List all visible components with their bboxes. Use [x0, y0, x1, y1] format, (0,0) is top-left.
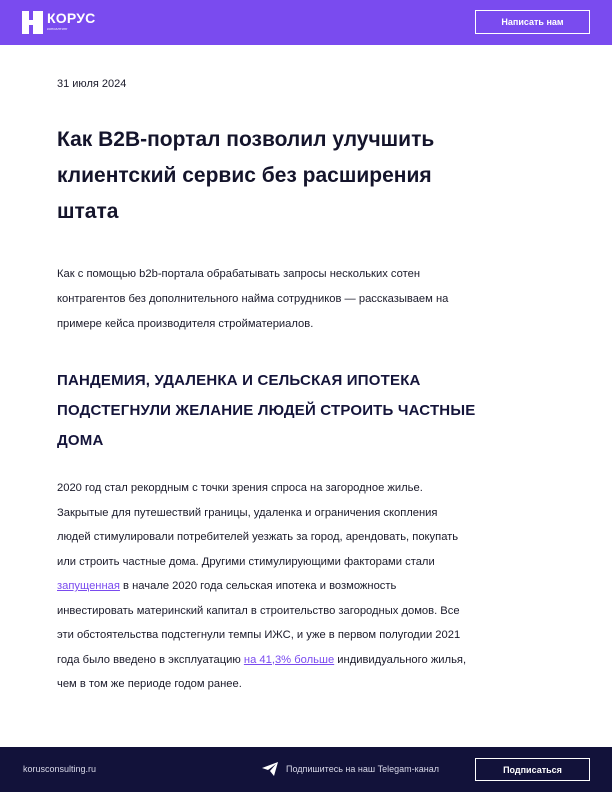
footer	[0, 747, 612, 792]
title-line: штата	[57, 200, 119, 223]
logo-subtitle: консалтинг	[47, 26, 68, 31]
telegram-link[interactable]: Подпишитесь на наш Telegam-канал	[286, 764, 439, 774]
body-text: года было введено в эксплуатацию	[57, 653, 244, 666]
title-line: Как B2B-портал позволил улучшить	[57, 128, 435, 151]
logo-mark-icon	[22, 11, 43, 34]
lead-line: контрагентов без дополнительного найма сотрудников — рассказываем на	[57, 293, 449, 305]
section-heading	[57, 366, 567, 456]
subscribe-button[interactable]: Подписаться	[475, 758, 590, 781]
heading-line: ПОДСТЕГНУЛИ ЖЕЛАНИЕ ЛЮДЕЙ СТРОИТЬ ЧАСТНЫЕ	[57, 402, 476, 419]
logo[interactable]	[22, 11, 95, 34]
logo-name: КОРУС	[47, 10, 96, 26]
body-line: 2020 год стал рекордным с точки зрения спроса на загородное жилье.	[57, 482, 423, 494]
stat-link[interactable]: на 41,3% больше	[243, 653, 335, 666]
body-line: Закрытые для путешествий границы, удаленка и ограничения скопления	[57, 506, 438, 519]
body-line: чем в том же периоде годом ранее.	[57, 678, 242, 690]
title-line: клиентский сервис без расширения	[57, 164, 432, 187]
article-date: 31 июля 2024	[57, 78, 127, 90]
body-text: индивидуального жилья,	[334, 653, 467, 666]
body-text: в начале 2020 года сельская ипотека и возможность	[119, 580, 397, 592]
lead-line: Как с помощью b2b-портала обрабатывать запросы нескольких сотен	[57, 268, 420, 280]
body-line: или строить частные дома. Другими стимулирующими факторами стали	[57, 555, 435, 568]
body-line: инвестировать материнский капитал в строительство загородных домов. Все	[57, 604, 460, 617]
heading-line: ПАНДЕМИЯ, УДАЛЕНКА И СЕЛЬСКАЯ ИПОТЕКА	[57, 372, 421, 389]
body-line	[57, 574, 567, 599]
article-body	[57, 476, 567, 697]
header	[0, 0, 612, 45]
write-us-button[interactable]: Написать нам	[475, 10, 590, 34]
article-lead	[57, 262, 567, 337]
body-line	[57, 648, 567, 673]
body-line: людей стимулировали потребителей уезжать за город, арендовать, покупать	[57, 531, 459, 543]
lead-line: примере кейса производителя стройматериалов.	[57, 318, 314, 330]
body-line: эти обстоятельства подстегнули темпы ИЖС, и уже в первом полугодии 2021	[57, 629, 461, 641]
heading-line: ДОМА	[57, 432, 104, 449]
article-title	[57, 122, 557, 230]
site-link[interactable]: korusconsulting.ru	[23, 764, 97, 774]
launched-link[interactable]: запущенная	[57, 580, 120, 592]
telegram-icon[interactable]	[262, 762, 278, 776]
